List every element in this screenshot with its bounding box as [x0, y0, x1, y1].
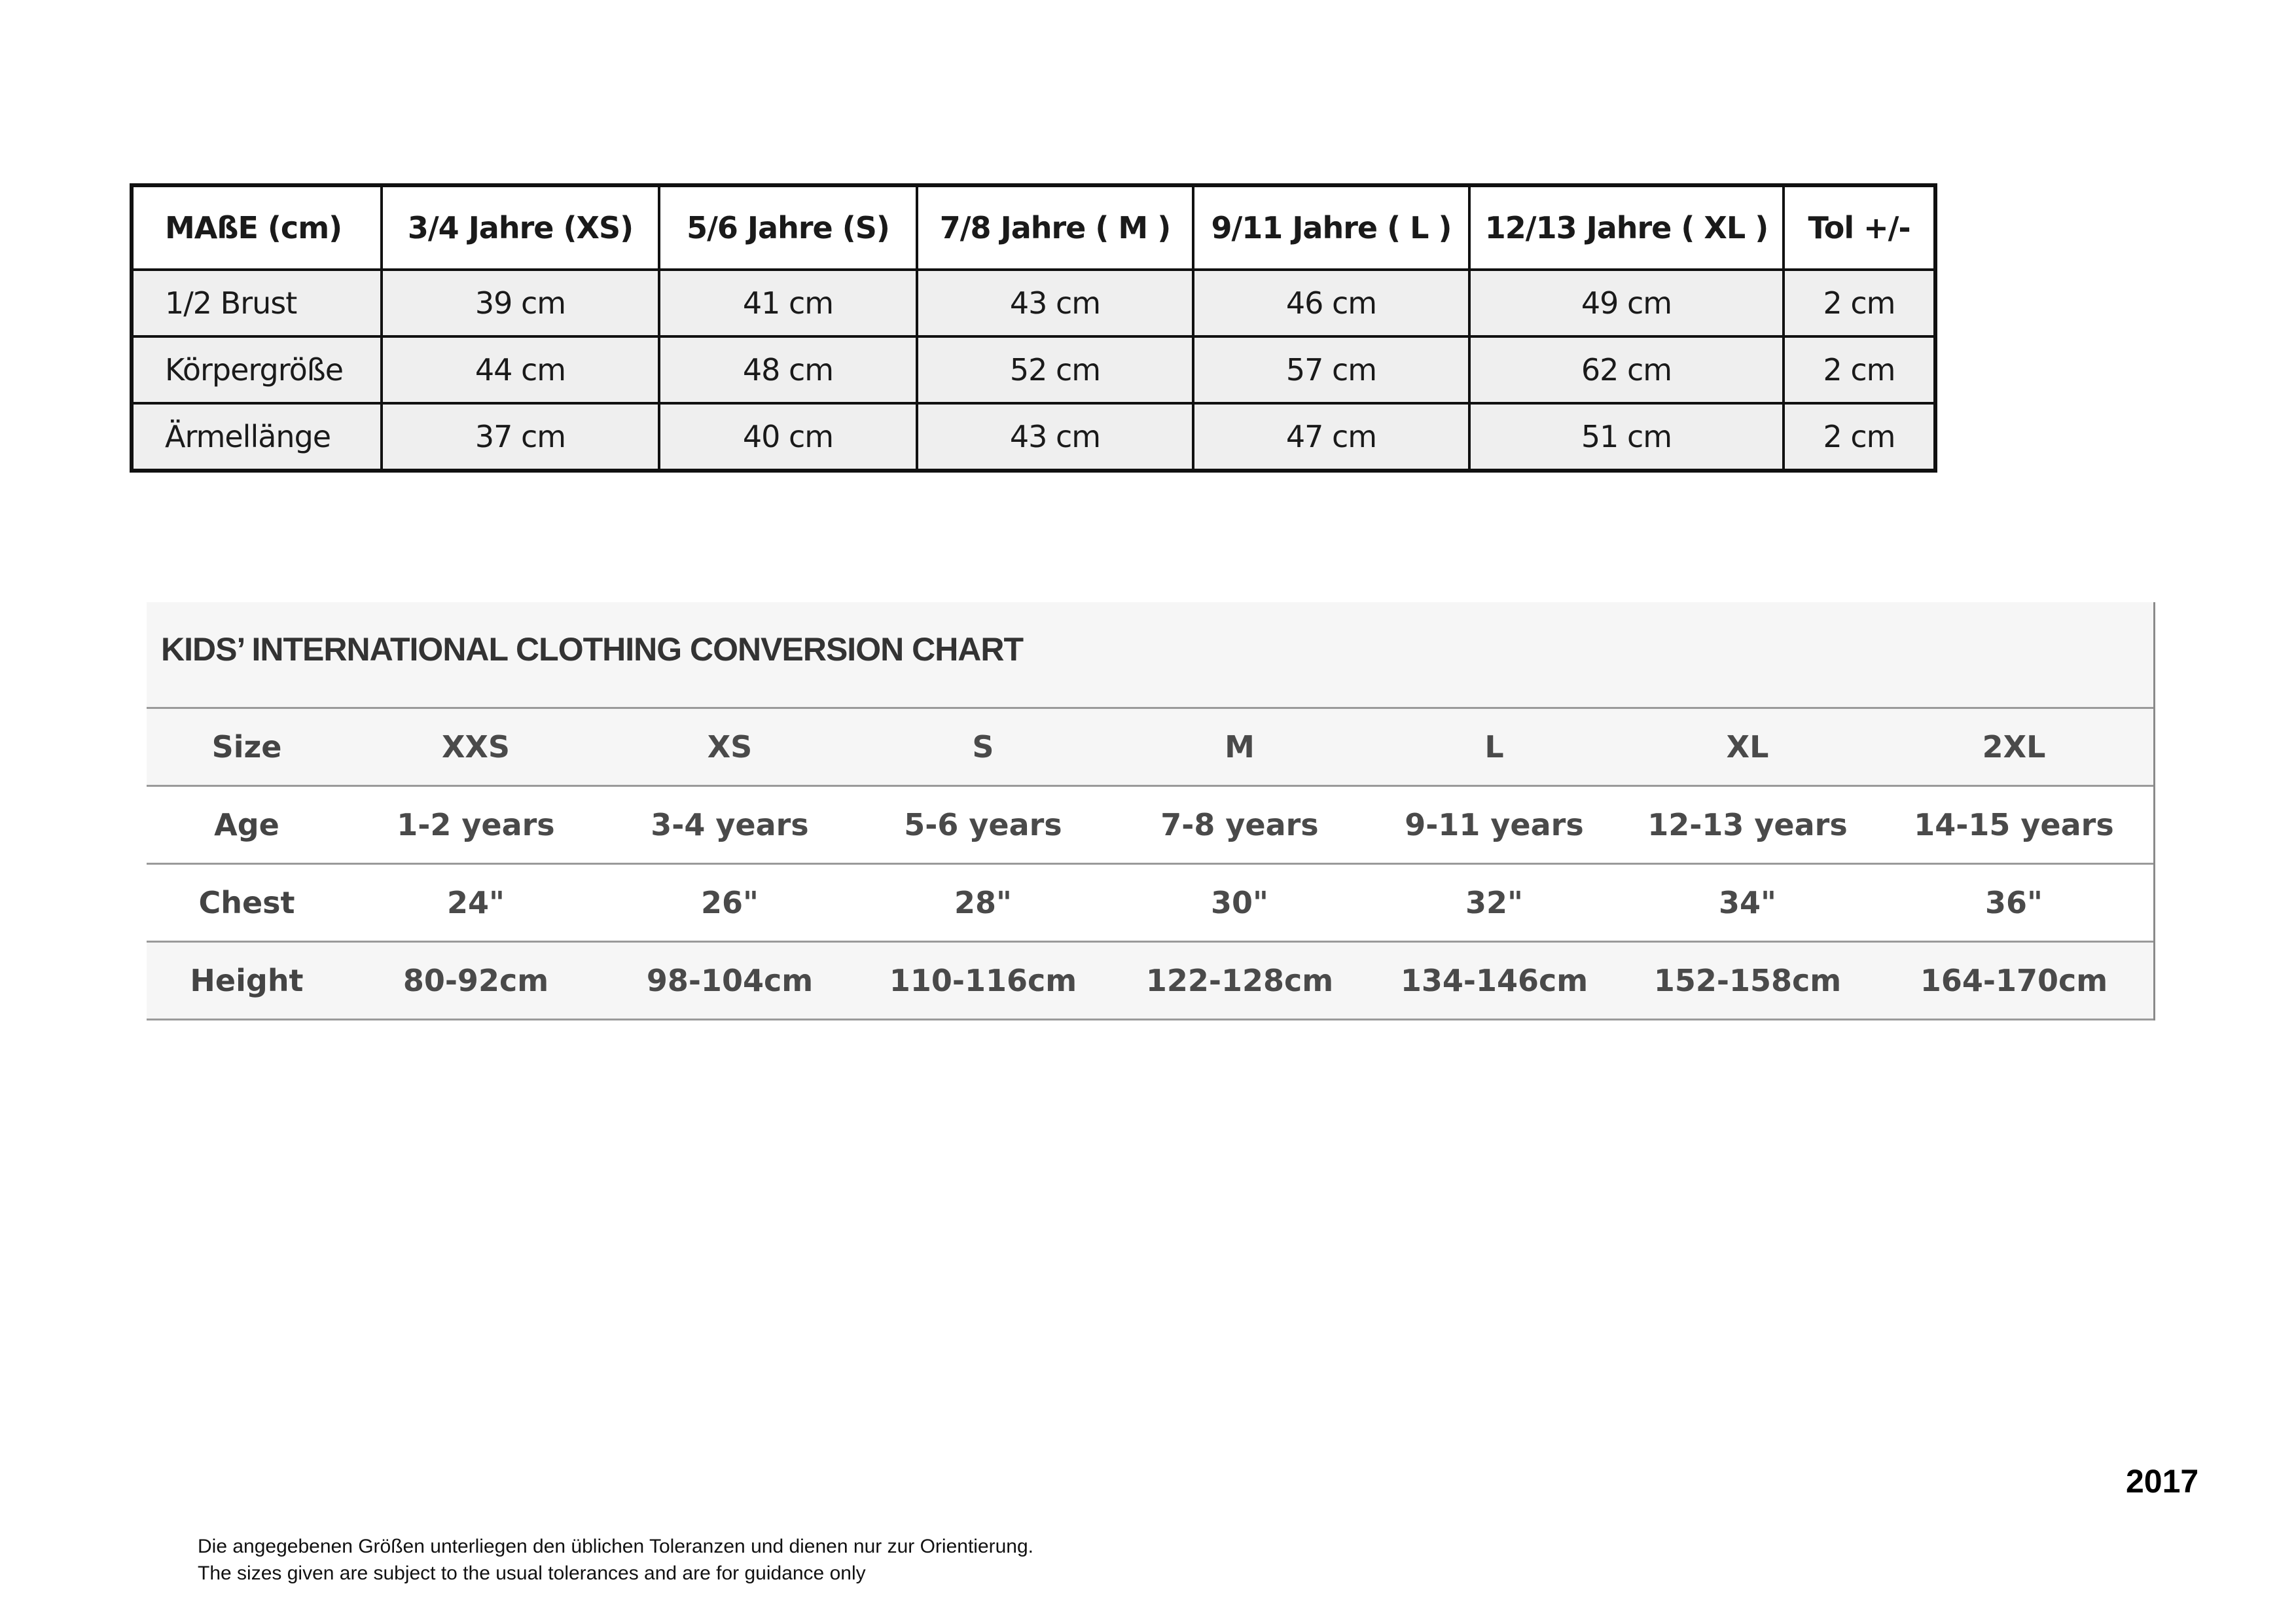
table-cell: 48 cm — [659, 336, 917, 403]
table-cell: 62 cm — [1469, 336, 1784, 403]
table-cell: 28" — [855, 864, 1111, 942]
measurement-header-l: 9/11 Jahre ( L ) — [1193, 185, 1469, 270]
row-label: Chest — [147, 864, 347, 942]
row-label: Age — [147, 786, 347, 864]
table-cell: 2 cm — [1784, 403, 1935, 471]
table-cell: 40 cm — [659, 403, 917, 471]
table-cell: 43 cm — [917, 403, 1193, 471]
table-cell: 51 cm — [1469, 403, 1784, 471]
measurement-table — [130, 183, 1937, 473]
conversion-chart — [147, 602, 2155, 1020]
table-cell: 110-116cm — [855, 942, 1111, 1020]
conversion-row-size — [147, 709, 2153, 786]
table-cell: 49 cm — [1469, 270, 1784, 336]
measurement-header-row — [132, 185, 1935, 270]
table-cell: 36" — [1874, 864, 2153, 942]
table-cell: 122-128cm — [1111, 942, 1368, 1020]
table-cell: 134-146cm — [1368, 942, 1621, 1020]
measurement-header-tolerance: Tol +/- — [1784, 185, 1935, 270]
conversion-row-age — [147, 786, 2153, 864]
table-cell: 12-13 years — [1621, 786, 1874, 864]
table-cell: 39 cm — [382, 270, 659, 336]
footnote-german: Die angegebenen Größen unterliegen den üblichen Toleranzen und dienen nur zur Orientierung. — [198, 1536, 1034, 1557]
table-cell: 32" — [1368, 864, 1621, 942]
table-cell: 43 cm — [917, 270, 1193, 336]
table-cell: XL — [1621, 709, 1874, 786]
table-cell: 2XL — [1874, 709, 2153, 786]
table-cell: XS — [605, 709, 855, 786]
table-cell: M — [1111, 709, 1368, 786]
measurement-header-label: MAßE (cm) — [132, 185, 382, 270]
table-cell: 2 cm — [1784, 270, 1935, 336]
table-cell: 30" — [1111, 864, 1368, 942]
table-cell: S — [855, 709, 1111, 786]
table-cell: 5-6 years — [855, 786, 1111, 864]
row-label: Körpergröße — [132, 336, 382, 403]
year-label: 2017 — [2126, 1463, 2199, 1500]
conversion-row-chest — [147, 864, 2153, 942]
table-cell: 1-2 years — [347, 786, 605, 864]
row-label: Ärmellänge — [132, 403, 382, 471]
table-cell: 3-4 years — [605, 786, 855, 864]
footnote — [198, 1533, 1033, 1587]
measurement-row-body-height — [132, 336, 1935, 403]
table-cell: L — [1368, 709, 1621, 786]
measurement-header-xs: 3/4 Jahre (XS) — [382, 185, 659, 270]
table-cell: 9-11 years — [1368, 786, 1621, 864]
chart-title: KIDS’ INTERNATIONAL CLOTHING CONVERSION CHART — [161, 631, 1024, 668]
table-cell: 2 cm — [1784, 336, 1935, 403]
table-cell: 52 cm — [917, 336, 1193, 403]
table-cell: 26" — [605, 864, 855, 942]
table-cell: 14-15 years — [1874, 786, 2153, 864]
table-cell: 152-158cm — [1621, 942, 1874, 1020]
row-label: Size — [147, 709, 347, 786]
table-cell: 41 cm — [659, 270, 917, 336]
table-cell: 44 cm — [382, 336, 659, 403]
table-cell: 34" — [1621, 864, 1874, 942]
measurement-header-m: 7/8 Jahre ( M ) — [917, 185, 1193, 270]
row-label: 1/2 Brust — [132, 270, 382, 336]
table-cell: 80-92cm — [347, 942, 605, 1020]
table-cell: 37 cm — [382, 403, 659, 471]
measurement-row-chest — [132, 270, 1935, 336]
conversion-table — [147, 709, 2153, 1020]
table-cell: 46 cm — [1193, 270, 1469, 336]
table-cell: 47 cm — [1193, 403, 1469, 471]
footnote-english: The sizes given are subject to the usual tolerances and are for guidance only — [198, 1562, 866, 1584]
row-label: Height — [147, 942, 347, 1020]
conversion-row-height — [147, 942, 2153, 1020]
table-cell: 57 cm — [1193, 336, 1469, 403]
measurement-header-s: 5/6 Jahre (S) — [659, 185, 917, 270]
table-cell: 98-104cm — [605, 942, 855, 1020]
measurement-row-sleeve-length — [132, 403, 1935, 471]
table-cell: 24" — [347, 864, 605, 942]
table-cell: 164-170cm — [1874, 942, 2153, 1020]
chart-title-bar — [147, 602, 2153, 709]
measurement-header-xl: 12/13 Jahre ( XL ) — [1469, 185, 1784, 270]
table-cell: 7-8 years — [1111, 786, 1368, 864]
table-cell: XXS — [347, 709, 605, 786]
